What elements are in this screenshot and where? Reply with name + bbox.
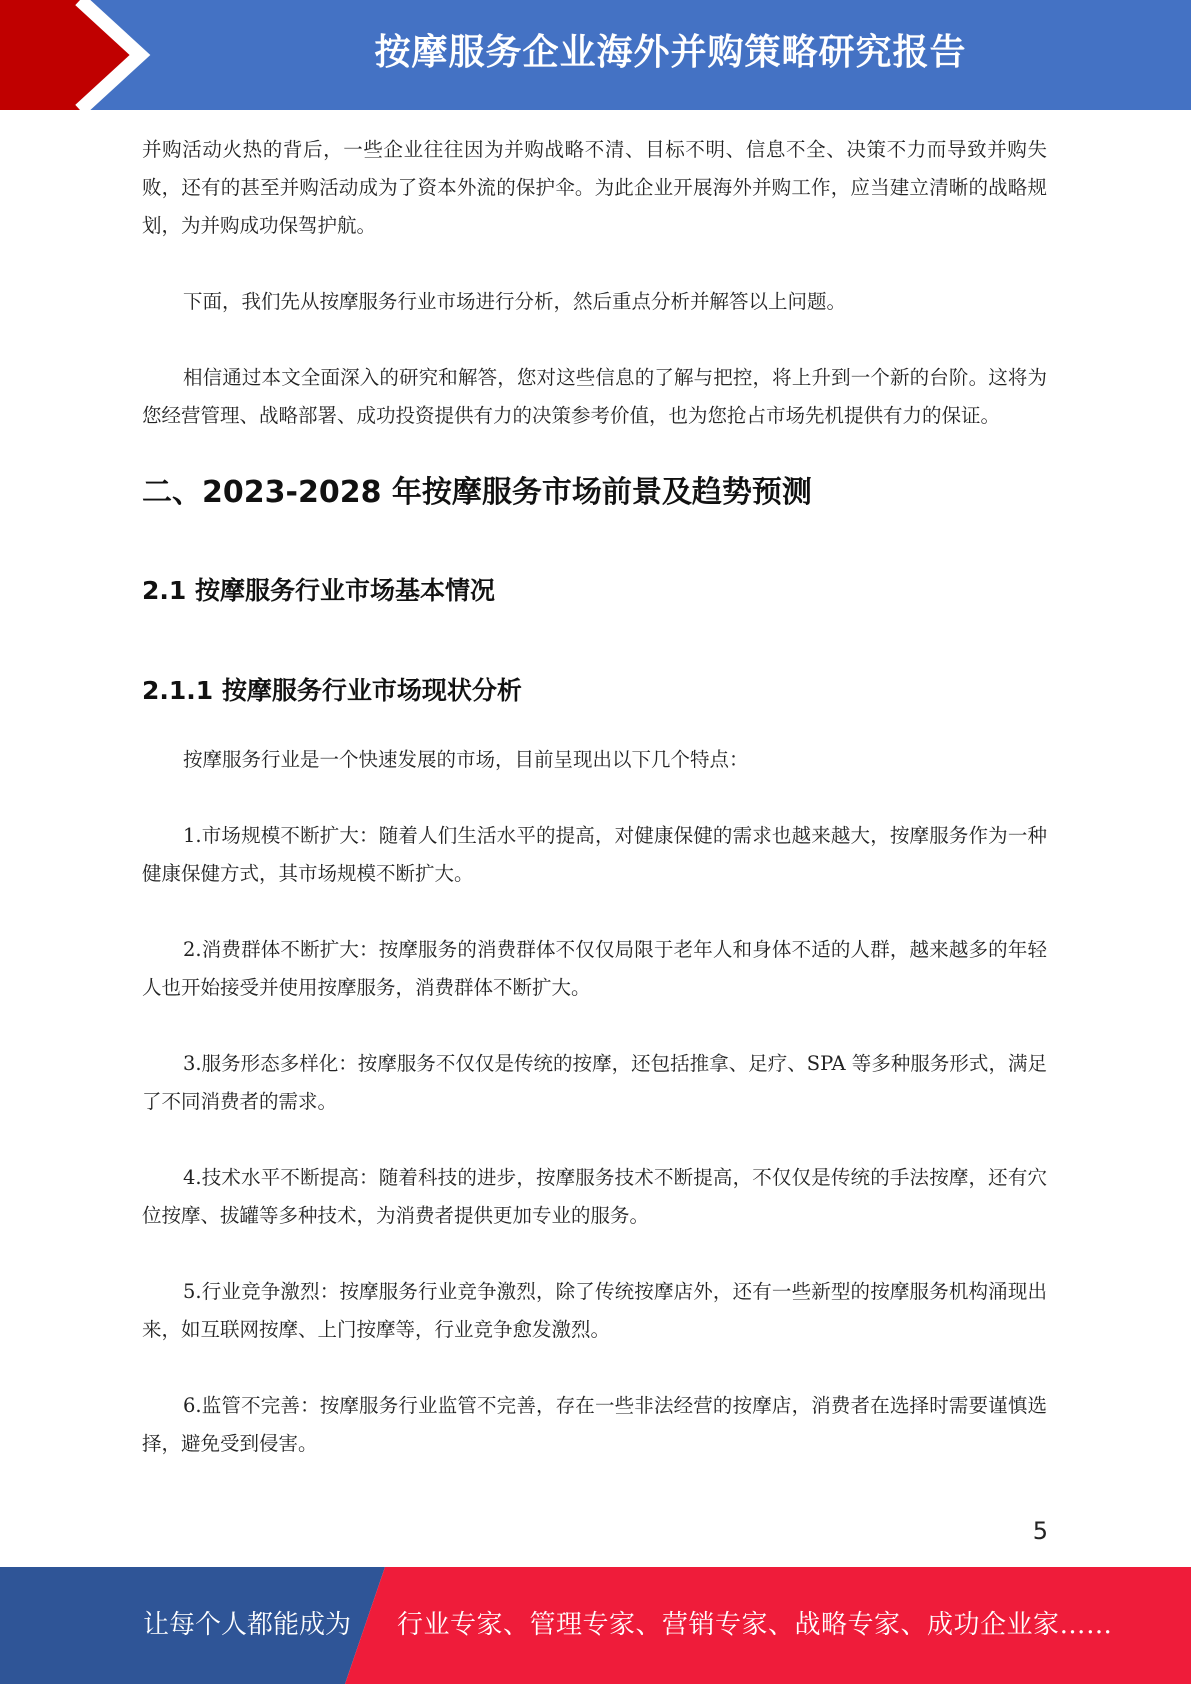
subsubsection-heading: 2.1.1 按摩服务行业市场现状分析: [142, 676, 522, 705]
footer-banner: [0, 1567, 1191, 1684]
intro-paragraph-1: 并购活动火热的背后，一些企业往往因为并购战略不清、目标不明、信息不全、决策不力而导致并购失败，还有的甚至并购活动成为了资本外流的保护伞。为此企业开展海外并购工作，应当建立清晰的战略规划，为并购成功保驾护航。: [142, 138, 1047, 237]
list-item: 3.服务形态多样化：按摩服务不仅仅是传统的按摩，还包括推拿、足疗、SPA 等多种服务形式，满足了不同消费者的需求。: [142, 1052, 1047, 1113]
list-item: 5.行业竞争激烈：按摩服务行业竞争激烈，除了传统按摩店外，还有一些新型的按摩服务机构涌现出来，如互联网按摩、上门按摩等，行业竞争愈发激烈。: [142, 1280, 1047, 1341]
list-item: 2.消费群体不断扩大：按摩服务的消费群体不仅仅局限于老年人和身体不适的人群，越来越多的年轻人也开始接受并使用按摩服务，消费群体不断扩大。: [142, 938, 1047, 999]
page-content: [142, 131, 1047, 1463]
chevron-arrow-icon: [0, 0, 160, 110]
section-heading: 二、2023-2028 年按摩服务市场前景及趋势预测: [142, 475, 812, 510]
lead-paragraph: 按摩服务行业是一个快速发展的市场，目前呈现出以下几个特点：: [183, 748, 749, 771]
list-item: 1.市场规模不断扩大：随着人们生活水平的提高，对健康保健的需求也越来越大，按摩服务作为一种健康保健方式，其市场规模不断扩大。: [142, 824, 1047, 885]
report-title: 按摩服务企业海外并购策略研究报告: [374, 32, 967, 73]
page-number: 5: [1032, 1517, 1048, 1545]
subsection-heading: 2.1 按摩服务行业市场基本情况: [142, 576, 495, 605]
red-chevron-shape: [0, 0, 140, 110]
header-banner: [0, 0, 1191, 110]
footer-slogan-left: 让每个人都能成为: [143, 1610, 352, 1640]
list-item: 4.技术水平不断提高：随着科技的进步，按摩服务技术不断提高，不仅仅是传统的手法按摩，还有穴位按摩、拔罐等多种技术，为消费者提供更加专业的服务。: [142, 1166, 1047, 1227]
footer-slogan-right: 行业专家、管理专家、营销专家、战略专家、成功企业家……: [397, 1610, 1113, 1640]
intro-paragraph-2: 下面，我们先从按摩服务行业市场进行分析，然后重点分析并解答以上问题。: [183, 290, 847, 313]
intro-paragraph-3: 相信通过本文全面深入的研究和解答，您对这些信息的了解与把控，将上升到一个新的台阶。这将为您经营管理、战略部署、成功投资提供有力的决策参考价值，也为您抢占市场先机提供有力的保证。: [142, 366, 1047, 427]
list-item: 6.监管不完善：按摩服务行业监管不完善，存在一些非法经营的按摩店，消费者在选择时需要谨慎选择，避免受到侵害。: [142, 1394, 1047, 1455]
